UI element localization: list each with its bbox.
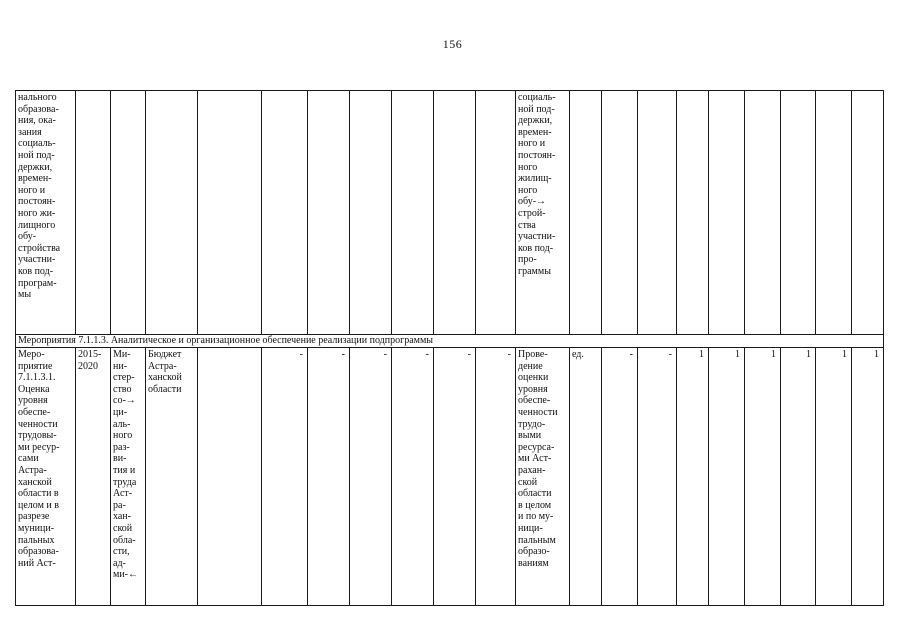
indicator-cell xyxy=(516,348,570,606)
empty-cell xyxy=(638,91,677,335)
value-cell-5: 1 xyxy=(745,348,781,606)
value-cell-2: - xyxy=(638,348,677,606)
amount-cell-3: - xyxy=(350,348,392,606)
empty-cell xyxy=(146,91,198,335)
amount-cell-1: - xyxy=(262,348,308,606)
amount-cell-4: - xyxy=(392,348,434,606)
amount-cell-6: - xyxy=(476,348,516,606)
empty-cell xyxy=(392,91,434,335)
section-row xyxy=(16,335,884,348)
amount-cell-total xyxy=(198,348,262,606)
empty-cell xyxy=(852,91,884,335)
continued-measure-text: нального образова- ния, ока- зания социаль- ной под- держки, времен- ного и постоян- ного жи- лищного обу- стройства участни- ков под- програм- мы xyxy=(18,92,61,301)
empty-cell xyxy=(76,91,111,335)
empty-cell xyxy=(350,91,392,335)
source-cell xyxy=(146,348,198,606)
executor-text: Ми- ни- стер- ство со-→ ци- аль- ного раз- ви- тия и труда Аст- ра- хан- ской обла- сти, ад- ми-← xyxy=(113,349,139,581)
empty-cell xyxy=(476,91,516,335)
empty-cell xyxy=(570,91,602,335)
empty-cell xyxy=(111,91,146,335)
measure-row xyxy=(16,348,884,606)
value-cell-7: 1 xyxy=(816,348,852,606)
value-cell-4: 1 xyxy=(709,348,745,606)
continued-row xyxy=(16,91,884,335)
empty-cell xyxy=(781,91,816,335)
measure-cell xyxy=(16,348,76,606)
period-text: 2015- 2020 xyxy=(78,349,102,372)
unit-cell: ед. xyxy=(570,348,602,606)
empty-cell xyxy=(602,91,638,335)
empty-cell xyxy=(745,91,781,335)
indicator-text: Прове- дение оценки уровня обеспе- ченности трудо- выми ресурса- ми Аст- рахан- ской области в целом и по му- ници- пальным образо- ваниям xyxy=(518,349,558,569)
empty-cell xyxy=(434,91,476,335)
value-cell-1: - xyxy=(602,348,638,606)
continued-indicator-cell xyxy=(516,91,570,335)
executor-cell xyxy=(111,348,146,606)
empty-cell xyxy=(677,91,709,335)
section-title: Мероприятия 7.1.1.3. Аналитическое и организационное обеспечение реализации подпрограммы xyxy=(16,335,884,348)
empty-cell xyxy=(198,91,262,335)
source-text: Бюджет Астра- ханской области xyxy=(148,349,182,395)
amount-cell-5: - xyxy=(434,348,476,606)
value-cell-8: 1 xyxy=(852,348,884,606)
measure-text: Меро- приятие 7.1.1.3.1. Оценка уровня обеспе- ченности трудовы- ми ресур- сами Астра- ханской области в целом и в разрезе муници- пальных образова- ний Аст- xyxy=(18,349,60,569)
period-cell xyxy=(76,348,111,606)
value-cell-6: 1 xyxy=(781,348,816,606)
continued-indicator-text: социаль- ной под- держки, времен- ного и постоян- ного жилищ- ного обу-→ строй- ства участни- ков под- про- граммы xyxy=(518,92,556,277)
page-number: 156 xyxy=(442,37,463,51)
program-measures-table xyxy=(15,90,884,606)
value-cell-3: 1 xyxy=(677,348,709,606)
continued-measure-cell xyxy=(16,91,76,335)
amount-cell-2: - xyxy=(308,348,350,606)
empty-cell xyxy=(816,91,852,335)
empty-cell xyxy=(709,91,745,335)
empty-cell xyxy=(308,91,350,335)
empty-cell xyxy=(262,91,308,335)
